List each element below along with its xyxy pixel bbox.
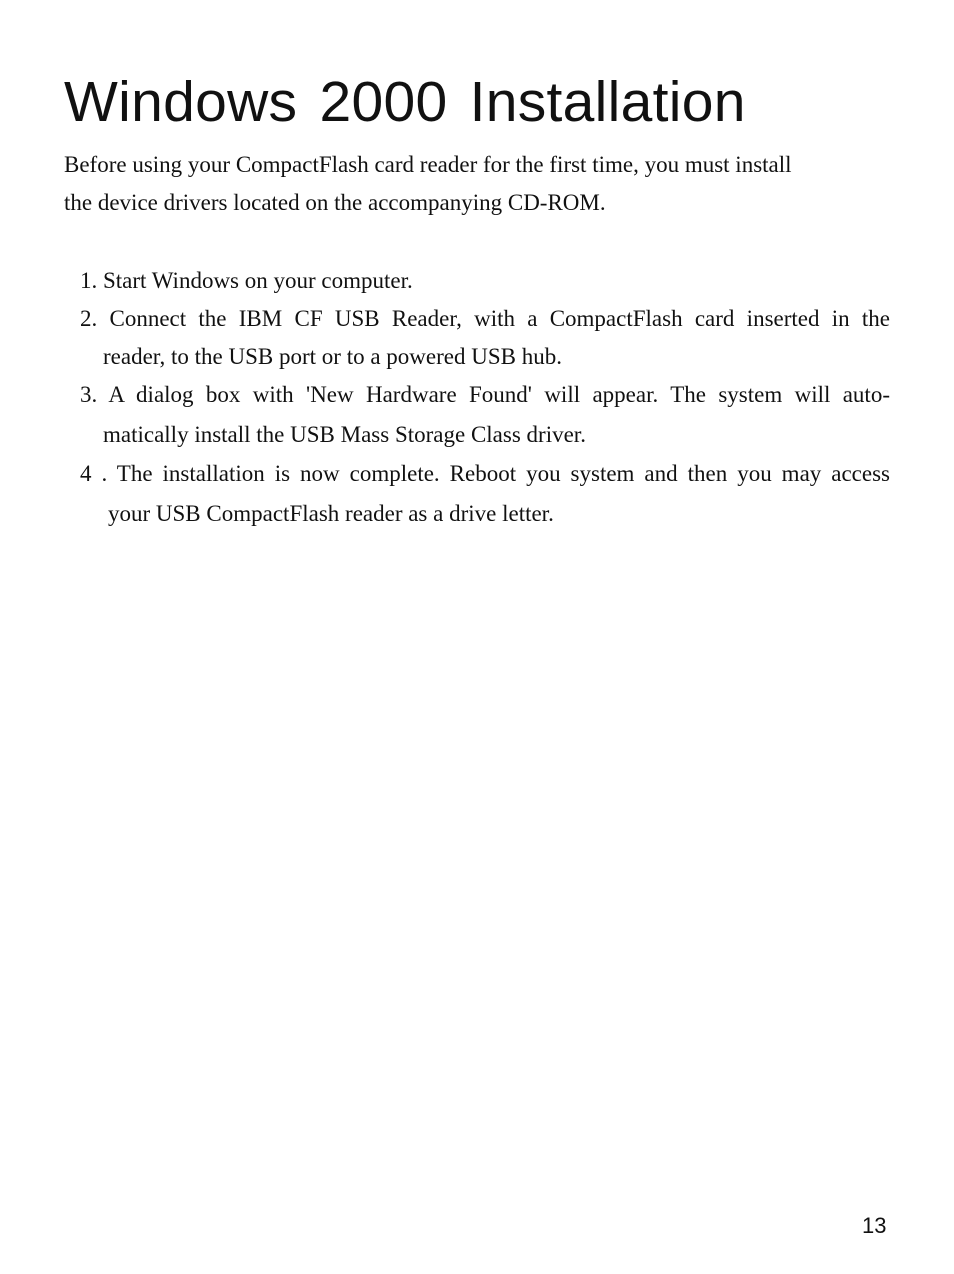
- step-line: reader, to the USB port or to a powered USB hub.: [103, 344, 562, 369]
- installation-steps: [80, 262, 900, 534]
- page-number: 13: [862, 1213, 887, 1238]
- step-line: matically install the USB Mass Storage Class driver.: [103, 422, 586, 447]
- step-line: 4 . The installation is now complete. Reboot you system and then you may access: [80, 461, 890, 486]
- step-item: [80, 455, 900, 534]
- intro-line: Before using your CompactFlash card reader for the first time, you must install: [64, 152, 792, 177]
- step-line: 1. Start Windows on your computer.: [80, 268, 413, 293]
- step-item: [80, 300, 900, 376]
- step-line: your USB CompactFlash reader as a drive letter.: [108, 501, 554, 526]
- step-item: [80, 262, 900, 300]
- intro-paragraph: [64, 146, 904, 222]
- step-line: 2. Connect the IBM CF USB Reader, with a CompactFlash card inserted in the: [80, 306, 890, 331]
- step-item: [80, 376, 900, 455]
- intro-line: the device drivers located on the accompanying CD-ROM.: [64, 190, 606, 215]
- step-line: 3. A dialog box with 'New Hardware Found' will appear. The system will auto-: [80, 382, 890, 407]
- page-title: Windows 2000 Installation: [64, 70, 746, 134]
